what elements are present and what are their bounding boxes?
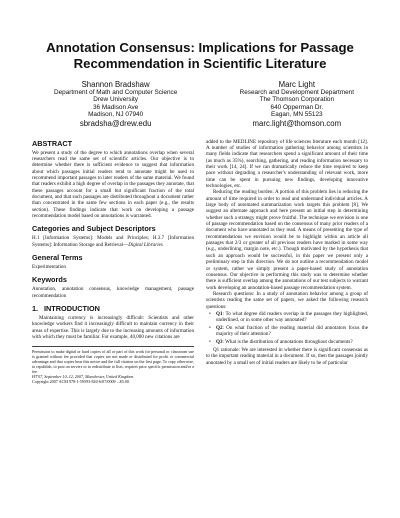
question-label: Q2 — [216, 325, 223, 332]
intro-heading-text: INTRODUCTION — [44, 304, 100, 314]
list-item — [209, 339, 368, 346]
author-addr2: Madison, NJ 07940 — [88, 111, 144, 119]
author-org: Drew University — [93, 96, 138, 104]
right-paragraph-1: added to the MEDLINE repository of life sciences literature each month [12]. A number of studies of information gathering behavior among scientists in many fields indicate that researchers spend a significant amount of their time (as much as 35%), searching, gathering, and reading information necessary to their work [14, 24]. If we can dramatically reduce the time required to keep pace without degrading a researcher's understanding of relevant work, more time can be spent in pursuing new findings, developing innovative technologies, etc. — [206, 138, 368, 190]
author-2 — [240, 80, 354, 128]
keywords-heading: Keywords — [32, 275, 67, 285]
question-label: Q1 — [216, 310, 223, 317]
author-block — [32, 80, 368, 128]
author-email[interactable]: sbradsha@drew.edu — [79, 118, 152, 128]
list-item — [209, 325, 368, 338]
right-paragraph-3: Research questions: In a study of annotation behavior among a group of scientists reading the same set of papers, we asked the following research questions: — [206, 290, 368, 310]
bullet-icon: • — [209, 310, 211, 317]
categories-italic: Digital Libraries — [128, 241, 163, 248]
question-text: : What is the distribution of annotations throughout documents? — [222, 339, 353, 346]
list-item — [209, 310, 368, 324]
categories-heading: Categories and Subject Descriptors — [32, 224, 156, 234]
question-text: : On what fraction of the reading material did annotators focus the majority of their attention? — [216, 325, 368, 338]
general-terms-heading: General Terms — [32, 253, 83, 263]
author-1 — [54, 80, 177, 128]
abstract-text: We present a study of the degree to which annotations overlap when several researchers read the same set of scientific articles. Our objective is to determine whether there is sufficient evidence to suggest that information about which passages initial readers tend to annotate might be used to recommend important passages to later readers of the same material. We found that readers exhibit a high degree of overlap in the passages they annotate, that these passages account for a small but significant fraction of the total document, and that such passages are distributed throughout a document rather than concentrated in the same few sections in each paper (e.g., the results section). These findings indicate that work on developing a passage recommendation model based on annotations is warranted. — [32, 149, 194, 220]
permission-text: Permission to make digital or hard copies of all or part of this work for personal or classroom use is granted without fee provided that copies are not made or distributed for profit or commercial advantage and that copies bear this notice and the full citation on the first page. To copy otherwise, to republish, to post on servers or to redistribute to lists, requires prior specific permission and/or a fee. — [32, 348, 194, 374]
venue-text: HT'07, September 10–12, 2007, Manchester, United Kingdom. — [32, 373, 135, 379]
copyright-footnote — [32, 346, 194, 384]
abstract-heading: ABSTRACT — [32, 138, 73, 148]
author-addr2: Eagan, MN 55123 — [271, 111, 323, 119]
paper-title — [32, 40, 368, 71]
author-name: Shannon Bradshaw — [81, 80, 150, 89]
author-dept: Research and Development Department — [239, 89, 354, 96]
author-org: The Thomson Corporation — [259, 96, 335, 104]
categories-text — [32, 235, 194, 248]
bullet-icon: • — [209, 339, 211, 346]
right-column — [206, 139, 368, 384]
general-terms-text: Experimentation — [32, 264, 66, 271]
title-line-1: Annotation Consensus: Implications for Passage — [46, 40, 354, 55]
left-column — [32, 139, 194, 384]
question-label: Q3 — [216, 339, 223, 346]
body-columns — [32, 139, 368, 384]
author-dept: Department of Math and Computer Science — [54, 89, 178, 96]
intro-section-number: 1. — [32, 304, 39, 314]
author-email[interactable]: marc.light@thomson.com — [252, 118, 342, 128]
copyright-text: Copyright 2007 ACM 978-1-59593-820-6/07/0009 ...$5.00. — [32, 378, 130, 384]
author-addr1: 36 Madison Ave — [92, 103, 139, 111]
title-line-2: Recommendation in Scientific Literature — [73, 55, 327, 71]
keywords-text: Annotation, annotation consensus, knowledge management, passage recommendation — [32, 286, 194, 299]
right-paragraph-2: Reducing the reading burden: A portion of this problem lies in reducing the amount of time required in order to read and understand individual articles. A large body of automated summarization work targets this problem [8]. We suggest an alternate approach and here present an initial step in determining whether such a strategy might prove fruitful. The technique we envision is one of passage recommendation based on the consensus of many prior readers of a document who have annotated as they read. A means of presenting the type of recommendations we envision would be to highlight within an article all passages that 2/3 or greater of all previous readers have marked in some way (e.g., underlining, margin note, etc.). Though motivated by the hypothesis that such an approach would be successful, in this paper we present only a preliminary step in this direction. We do not outline a recommendation model or system, rather we simply present a paper-based study of annotation consensus. Our objective in performing this study was to determine whether there is sufficient overlap among the annotations of our test subjects to warrant work developing an annotation-based passage recommendation system. — [206, 189, 368, 291]
categories-p1: H.1 [Information Systems]: Models and Principles; H.3.7 [Information Systems]: Information Storage and Retrieval— — [32, 235, 194, 248]
intro-heading — [32, 304, 194, 313]
author-addr1: 640 Opperman Dr. — [270, 103, 324, 111]
intro-paragraph: Maintaining currency is increasingly difficult: Scientists and other knowledge workers find it increasingly difficult to maintain currency in their areas of expertise. This is largely due to the increasing amounts of information with which they must be familiar. For example, 40,000 new citations are — [32, 315, 194, 341]
research-questions-list — [206, 311, 368, 346]
question-text: : To what degree did readers overlap in the passages they highlighted, underlined, or in some other way annotated? — [216, 310, 368, 324]
bullet-icon: • — [209, 325, 211, 332]
author-name: Marc Light — [278, 80, 315, 89]
right-paragraph-4: Q1 rationale: We are interested in whether there is significant consensus as to the important reading material in a document. If so, then the passages jointly annotated by a small set of initial readers are likely to be of particular — [206, 347, 368, 366]
